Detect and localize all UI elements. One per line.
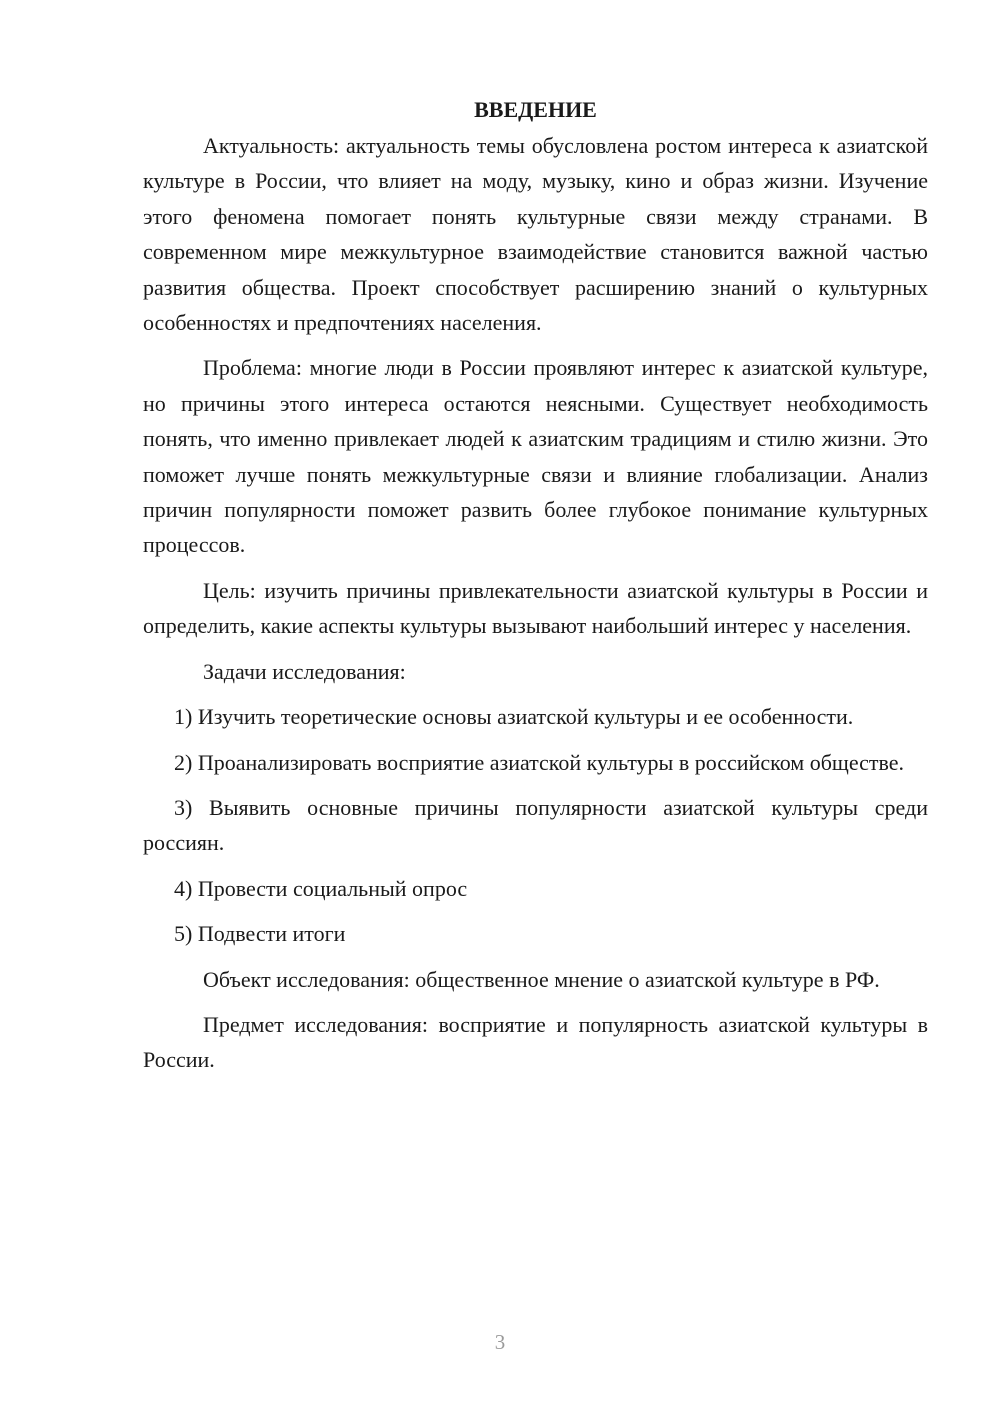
page-title: ВВЕДЕНИЕ <box>474 97 597 122</box>
task-item-1: 1) Изучить теоретические основы азиатской культуры и ее особенности. <box>174 704 854 730</box>
goal-paragraph: Цель: изучить причины привлекательности азиатской культуры в России и определить, какие аспекты культуры вызывают наибольший интерес у населения. <box>143 577 928 639</box>
relevance-paragraph: Актуальность: актуальность темы обусловлена ростом интереса к азиатской культуре в России, что влияет на моду, музыку, кино и образ жизни. Изучение этого феномена помогает понять культурные связи между странами. В современном мире межкультурное взаимодействие становится важной частью развития общества. Проект способствует расширению знаний о культурных особенностях и предпочтениях населения. <box>143 133 928 336</box>
page-number: 3 <box>494 1330 506 1354</box>
tasks-heading: Задачи исследования: <box>203 658 406 684</box>
problem-paragraph: Проблема: многие люди в России проявляют интерес к азиатской культуре, но причины этого интереса остаются неясными. Существует необходимость понять, что именно привлекает людей к азиатским традициям и стилю жизни. Это поможет лучше понять межкультурные связи и влияние глобализации. Анализ причин популярности поможет развить более глубокое понимание культурных процессов. <box>143 355 928 558</box>
task-item-3: 3) Выявить основные причины популярности азиатской культуры среди россиян. <box>143 794 928 856</box>
subject-paragraph: Предмет исследования: восприятие и популярность азиатской культуры в России. <box>143 1011 928 1073</box>
task-item-5: 5) Подвести итоги <box>174 921 346 947</box>
document-page <box>143 92 928 1088</box>
object-paragraph: Объект исследования: общественное мнение о азиатской культуре в РФ. <box>203 966 880 992</box>
task-item-4: 4) Провести социальный опрос <box>174 875 468 901</box>
task-item-2: 2) Проанализировать восприятие азиатской культуры в российском обществе. <box>174 749 905 775</box>
